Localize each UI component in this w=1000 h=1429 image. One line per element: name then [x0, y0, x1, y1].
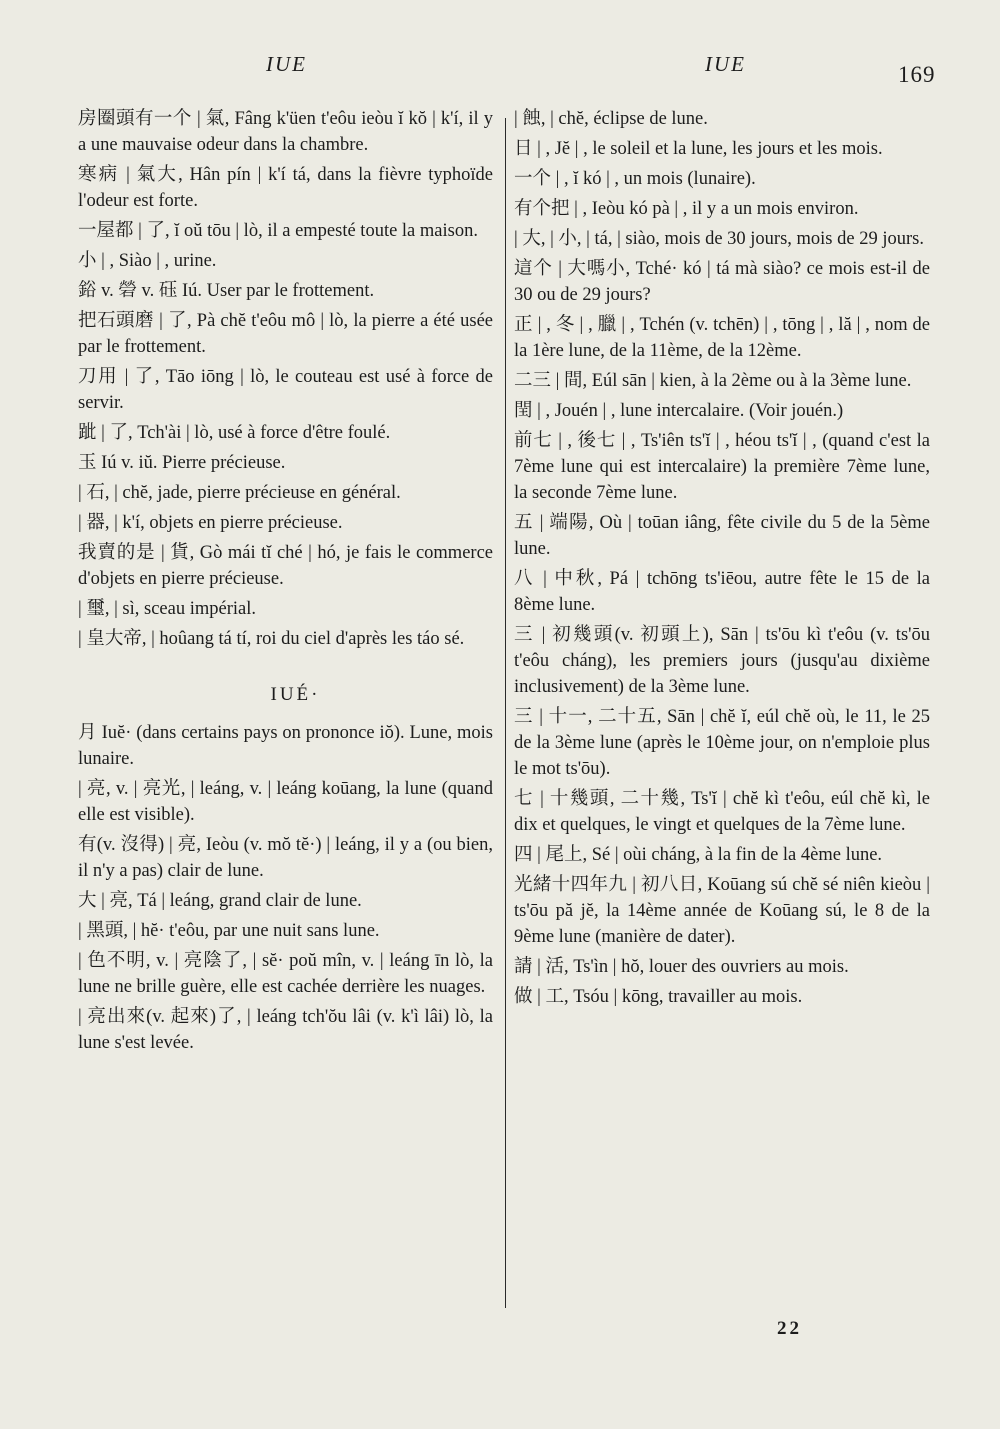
- dictionary-entry: 大 | 亮, Tá | leáng, grand clair de lune.: [78, 891, 362, 911]
- dictionary-entry: 一个 | , ĭ kó | , un mois (lunaire).: [514, 169, 756, 189]
- dictionary-entry: | 石, | chĕ, jade, pierre précieuse en général.: [78, 483, 401, 503]
- dictionary-entry: 二三 | 間, Eúl sān | kien, à la 2ème ou à la 3ème lune.: [514, 371, 912, 391]
- dictionary-entry: 五 | 端陽, Où | toūan iâng, fête civile du 5 de la 5ème lune.: [514, 513, 930, 559]
- dictionary-entry: 請 | 活, Ts'ìn | hŏ, louer des ouvriers au mois.: [514, 957, 849, 977]
- dictionary-entry: 四 | 尾上, Sé | oùi cháng, à la fin de la 4ème lune.: [514, 845, 883, 865]
- dictionary-entry: 日 | , Jĕ | , le soleil et la lune, les jours et les mois.: [514, 139, 883, 159]
- dictionary-entry: 房圈頭有一个 | 氣, Fâng k'üen t'eôu ieòu ĭ kŏ | k'í, il y a une mauvaise odeur dans la chambre.: [78, 109, 493, 155]
- dictionary-entry: 光緒十四年九 | 初八日, Koūang sú chĕ sé niên kieòu | ts'ōu pă jĕ, la 14ème année de Koūang sú, le 8 de la 9ème lune (manière de dater).: [514, 875, 930, 947]
- dictionary-entry: | 亮出來(v. 起來)了, | leáng tch'ŏu lâi (v. k'ì lâi) lò, la lune s'est levée.: [78, 1007, 493, 1053]
- dictionary-entry: | 黑頭, | hĕ· t'eôu, par une nuit sans lune.: [78, 921, 380, 941]
- dictionary-entry: 閏 | , Jouén | , lune intercalaire. (Voir jouén.): [514, 401, 844, 421]
- section-heading: IUÉ·: [270, 684, 321, 705]
- page-number: 169: [898, 62, 936, 87]
- dictionary-entry: 三 | 十一, 二十五, Sān | chĕ ĭ, eúl chĕ où, le 11, le 25 de la 3ème lune (après le 10ème jour, on n'emploie plus le mot ts'ōu).: [514, 707, 930, 779]
- dictionary-entry: | 亮, v. | 亮光, | leáng, v. | leáng koūang, la lune (quand elle est visible).: [78, 779, 493, 825]
- signature-mark: 22: [777, 1318, 802, 1339]
- dictionary-entry: | 璽, | sì, sceau impérial.: [78, 599, 256, 619]
- dictionary-entry: 有(v. 沒得) | 亮, Ieòu (v. mŏ tĕ·) | leáng, il y a (ou bien, il n'y a pas) clair de lune.: [78, 835, 493, 881]
- dictionary-entry: | 大, | 小, | tá, | siào, mois de 30 jours, mois de 29 jours.: [514, 229, 924, 249]
- running-head-right: IUE: [705, 52, 746, 76]
- dictionary-entry: | 皇大帝, | hoûang tá tí, roi du ciel d'après les táo sé.: [78, 629, 465, 649]
- right-column: [514, 106, 930, 1014]
- dictionary-entry: 寒病 | 氣大, Hân pín | k'í tá, dans la fièvre typhoïde l'odeur est forte.: [78, 165, 493, 211]
- dictionary-entry: 有个把 | , Ieòu kó pà | , il y a un mois environ.: [514, 199, 859, 219]
- running-head-left: IUE: [266, 52, 307, 76]
- dictionary-entry: 玉 Iú v. iŭ. Pierre précieuse.: [78, 453, 286, 473]
- dictionary-entry: 一屋都 | 了, ĭ oŭ tōu | lò, il a empesté toute la maison.: [78, 221, 478, 241]
- dictionary-entry: 這个 | 大嗎小, Tché· kó | tá mà siào? ce mois est-il de 30 ou de 29 jours?: [514, 259, 930, 305]
- dictionary-entry: 前七 | , 後七 | , Ts'iên ts'ĭ | , héou ts'ĭ | , (quand c'est la 7ème lune qui est intercalaire) la première 7ème lune, la seconde 7ème lune.: [514, 431, 930, 503]
- dictionary-entry: 七 | 十幾頭, 二十幾, Ts'ĭ | chĕ kì t'eôu, eúl chĕ kì, le dix et quelques, le vingt et quelques de la 7ème lune.: [514, 789, 930, 835]
- column-divider: [505, 118, 506, 1308]
- dictionary-entry: 把石頭磨 | 了, Pà chĕ t'eôu mô | lò, la pierre a été usée par le frottement.: [78, 311, 493, 357]
- dictionary-entry: | 色不明, v. | 亮陰了, | sĕ· poŭ mîn, v. | leáng īn lò, la lune ne brille guère, elle est cachée derrière les nuages.: [78, 951, 493, 997]
- dictionary-entry: | 器, | k'í, objets en pierre précieuse.: [78, 513, 343, 533]
- dictionary-entry: 刀用 | 了, Tāo iōng | lò, le couteau est usé à force de servir.: [78, 367, 493, 413]
- dictionary-entry: 鋊 v. 䃕 v. 砡 Iú. User par le frottement.: [78, 281, 375, 301]
- dictionary-entry: | 蝕, | chĕ, éclipse de lune.: [514, 109, 708, 129]
- dictionary-entry: 正 | , 冬 | , 臘 | , Tchén (v. tchēn) | , tōng | , lă | , nom de la 1ère lune, de la 11ème, de la 12ème.: [514, 315, 930, 361]
- dictionary-entry: 小 | , Siào | , urine.: [78, 251, 217, 271]
- dictionary-entry: 跐 | 了, Tch'ài | lò, usé à force d'être foulé.: [78, 423, 391, 443]
- dictionary-entry: 八 | 中秋, Pá | tchōng ts'iēou, autre fête le 15 de la 8ème lune.: [514, 569, 930, 615]
- dictionary-entry: 月 Iuĕ· (dans certains pays on prononce iŏ). Lune, mois lunaire.: [78, 723, 493, 769]
- left-column: [78, 106, 493, 1060]
- dictionary-entry: 做 | 工, Tsóu | kōng, travailler au mois.: [514, 987, 803, 1007]
- dictionary-entry: 三 | 初幾頭(v. 初頭上), Sān | ts'ōu kì t'eôu (v. ts'ōu t'eôu cháng), les premiers jours (jusqu'au dixième inclusivement) de la 3ème lune.: [514, 625, 930, 697]
- dictionary-entry: 我賣的是 | 貨, Gò mái tĭ ché | hó, je fais le commerce d'objets en pierre précieuse.: [78, 543, 493, 589]
